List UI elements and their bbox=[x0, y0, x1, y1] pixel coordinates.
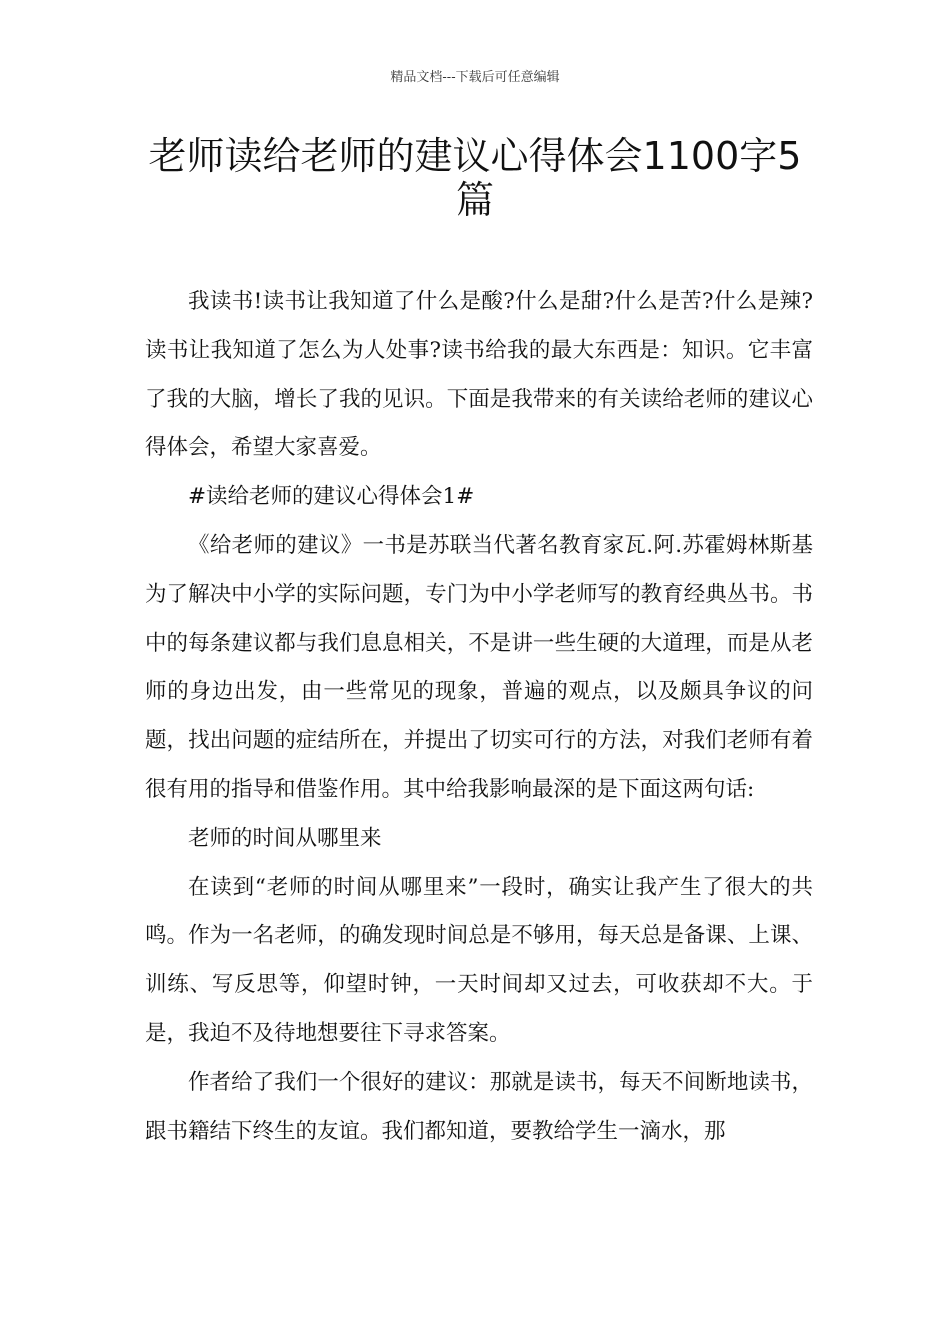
paragraph-book-intro: 《给老师的建议》一书是苏联当代著名教育家瓦.阿.苏霍姆林斯基为了解决中小学的实际问题，专门为中小学老师写的教育经典丛书。书中的每条建议都与我们息息相关，不是讲一些生硬的大道理，而是从老师的身边出发，由一些常见的现象，普遍的观点，以及颇具争议的问题，找出问题的症结所在，并提出了切实可行的方法，对我们老师有着很有用的指导和借鉴作用。其中给我影响最深的是下面这两句话: bbox=[145, 532, 813, 802]
paragraph-time: 在读到“老师的时间从哪里来”一段时，确实让我产生了很大的共鸣。作为一名老师，的确发现时间总是不够用，每天总是备课、上课、训练、写反思等，仰望时钟，一天时间却又过去，可收获却不大。于是，我迫不及待地想要往下寻求答案。 bbox=[145, 874, 813, 1046]
document-title: 老师读给老师的建议心得体会1100字5篇 bbox=[148, 134, 802, 222]
header-note: 精品文档---下载后可任意编辑 bbox=[390, 70, 560, 85]
subheading-time: 老师的时间从哪里来 bbox=[188, 825, 382, 851]
paragraph-intro: 我读书!读书让我知道了什么是酸?什么是甜?什么是苦?什么是辣?读书让我知道了怎么为人处事?读书给我的最大东西是：知识。它丰富了我的大脑，增长了我的见识。下面是我带来的有关读给老师的建议心得体会，希望大家喜爱。 bbox=[145, 289, 813, 461]
paragraph-advice: 作者给了我们一个很好的建议：那就是读书，每天不间断地读书，跟书籍结下终生的友谊。我们都知道，要教给学生一滴水，那 bbox=[145, 1069, 813, 1144]
document-body bbox=[145, 278, 813, 1156]
section-heading: #读给老师的建议心得体会1# bbox=[188, 484, 475, 510]
